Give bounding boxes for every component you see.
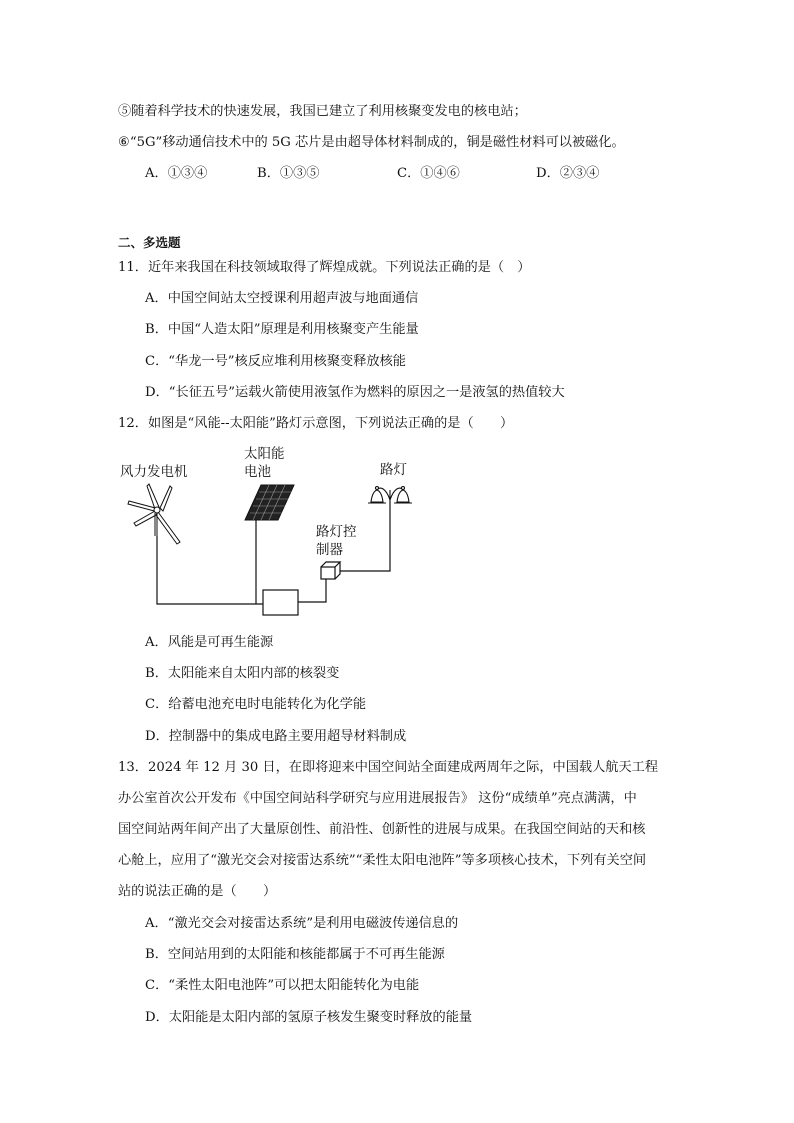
controller-box — [321, 562, 340, 579]
option-a[interactable]: A．①③④ — [145, 166, 208, 181]
option-d[interactable]: D．②③④ — [536, 166, 600, 181]
question-13-option-b[interactable]: B．空间站用到的太阳能和核能都属于不可再生能源 — [145, 947, 445, 962]
question-13-stem-line-1: 13．2024 年 12 月 30 日，在即将迎来中国空间站全面建成两周年之际，中国载人航天工程 — [118, 760, 659, 775]
question-11-option-b[interactable]: B．中国“人造太阳”原理是利用核聚变产生能量 — [145, 322, 419, 337]
question-12-option-a[interactable]: A．风能是可再生能源 — [145, 635, 274, 650]
question-13-option-c[interactable]: C．“柔性太阳电池阵”可以把太阳能转化为电能 — [145, 978, 420, 993]
question-13-option-a[interactable]: A．“激光交会对接雷达系统”是利用电磁波传递信息的 — [145, 916, 459, 931]
option-b[interactable]: B．①③⑤ — [257, 166, 320, 181]
diagram-drawing — [118, 444, 418, 619]
question-13-stem-line-4: 心舱上，应用了“激光交会对接雷达系统”“柔性太阳电池阵”等多项核心技术，下列有关空间 — [118, 853, 647, 868]
question-10-item-5: ⑤随着科学技术的快速发展，我国已建立了利用核聚变发电的核电站； — [118, 104, 527, 119]
solar-panel-icon — [245, 485, 294, 520]
option-c[interactable]: C．①④⑥ — [397, 166, 460, 181]
streetlight-pole — [340, 500, 390, 571]
solar-panel-label-line2: 电池 — [244, 464, 271, 480]
question-13-stem-line-5: 站的说法正确的是（ ） — [118, 884, 277, 899]
question-12-stem: 12．如图是“风能--太阳能”路灯示意图，下列说法正确的是（ ） — [118, 416, 514, 431]
solar-panel-label-line1: 太阳能 — [244, 446, 285, 462]
question-13-stem-line-2: 办公室首次公开发布《中国空间站科学研究与应用进展报告》 这份“成绩单”亮点满满，中 — [118, 791, 637, 806]
section-title: 二、多选题 — [118, 235, 181, 250]
controller-label-line1: 路灯控 — [316, 524, 357, 540]
wire-wind-to-battery — [157, 536, 263, 604]
question-11-option-c[interactable]: C．“华龙一号”核反应堆利用核聚变释放核能 — [145, 354, 406, 369]
question-11-option-d[interactable]: D．“长征五号”运载火箭使用液氢作为燃料的原因之一是液氢的热值较大 — [145, 385, 565, 400]
question-11-option-a[interactable]: A．中国空间站太空授课利用超声波与地面通信 — [145, 291, 419, 306]
question-12-option-c[interactable]: C．给蓄电池充电时电能转化为化学能 — [145, 697, 367, 712]
battery-box — [263, 590, 298, 615]
question-12-option-b[interactable]: B．太阳能来自太阳内部的核裂变 — [145, 666, 340, 681]
question-12-option-d[interactable]: D．控制器中的集成电路主要用超导材料制成 — [145, 729, 407, 744]
question-11-stem: 11．近年来我国在科技领域取得了辉煌成就。下列说法正确的是（ ） — [118, 260, 531, 275]
wind-turbine-icon — [128, 484, 180, 544]
wind-solar-streetlight-diagram — [118, 444, 418, 619]
question-10-item-6: ⑥“5G”移动通信技术中的 5G 芯片是由超导体材料制成的，铜是磁性材料可以被磁化。 — [118, 135, 625, 150]
question-13-option-d[interactable]: D．太阳能是太阳内部的氢原子核发生聚变时释放的能量 — [145, 1010, 473, 1025]
question-13-stem-line-3: 国空间站两年间产出了大量原创性、前沿性、创新性的进展与成果。在我国空间站的天和核 — [118, 822, 646, 837]
controller-label-line2: 制器 — [316, 542, 343, 558]
streetlight-label: 路灯 — [380, 462, 407, 478]
wind-generator-label: 风力发电机 — [120, 464, 188, 480]
